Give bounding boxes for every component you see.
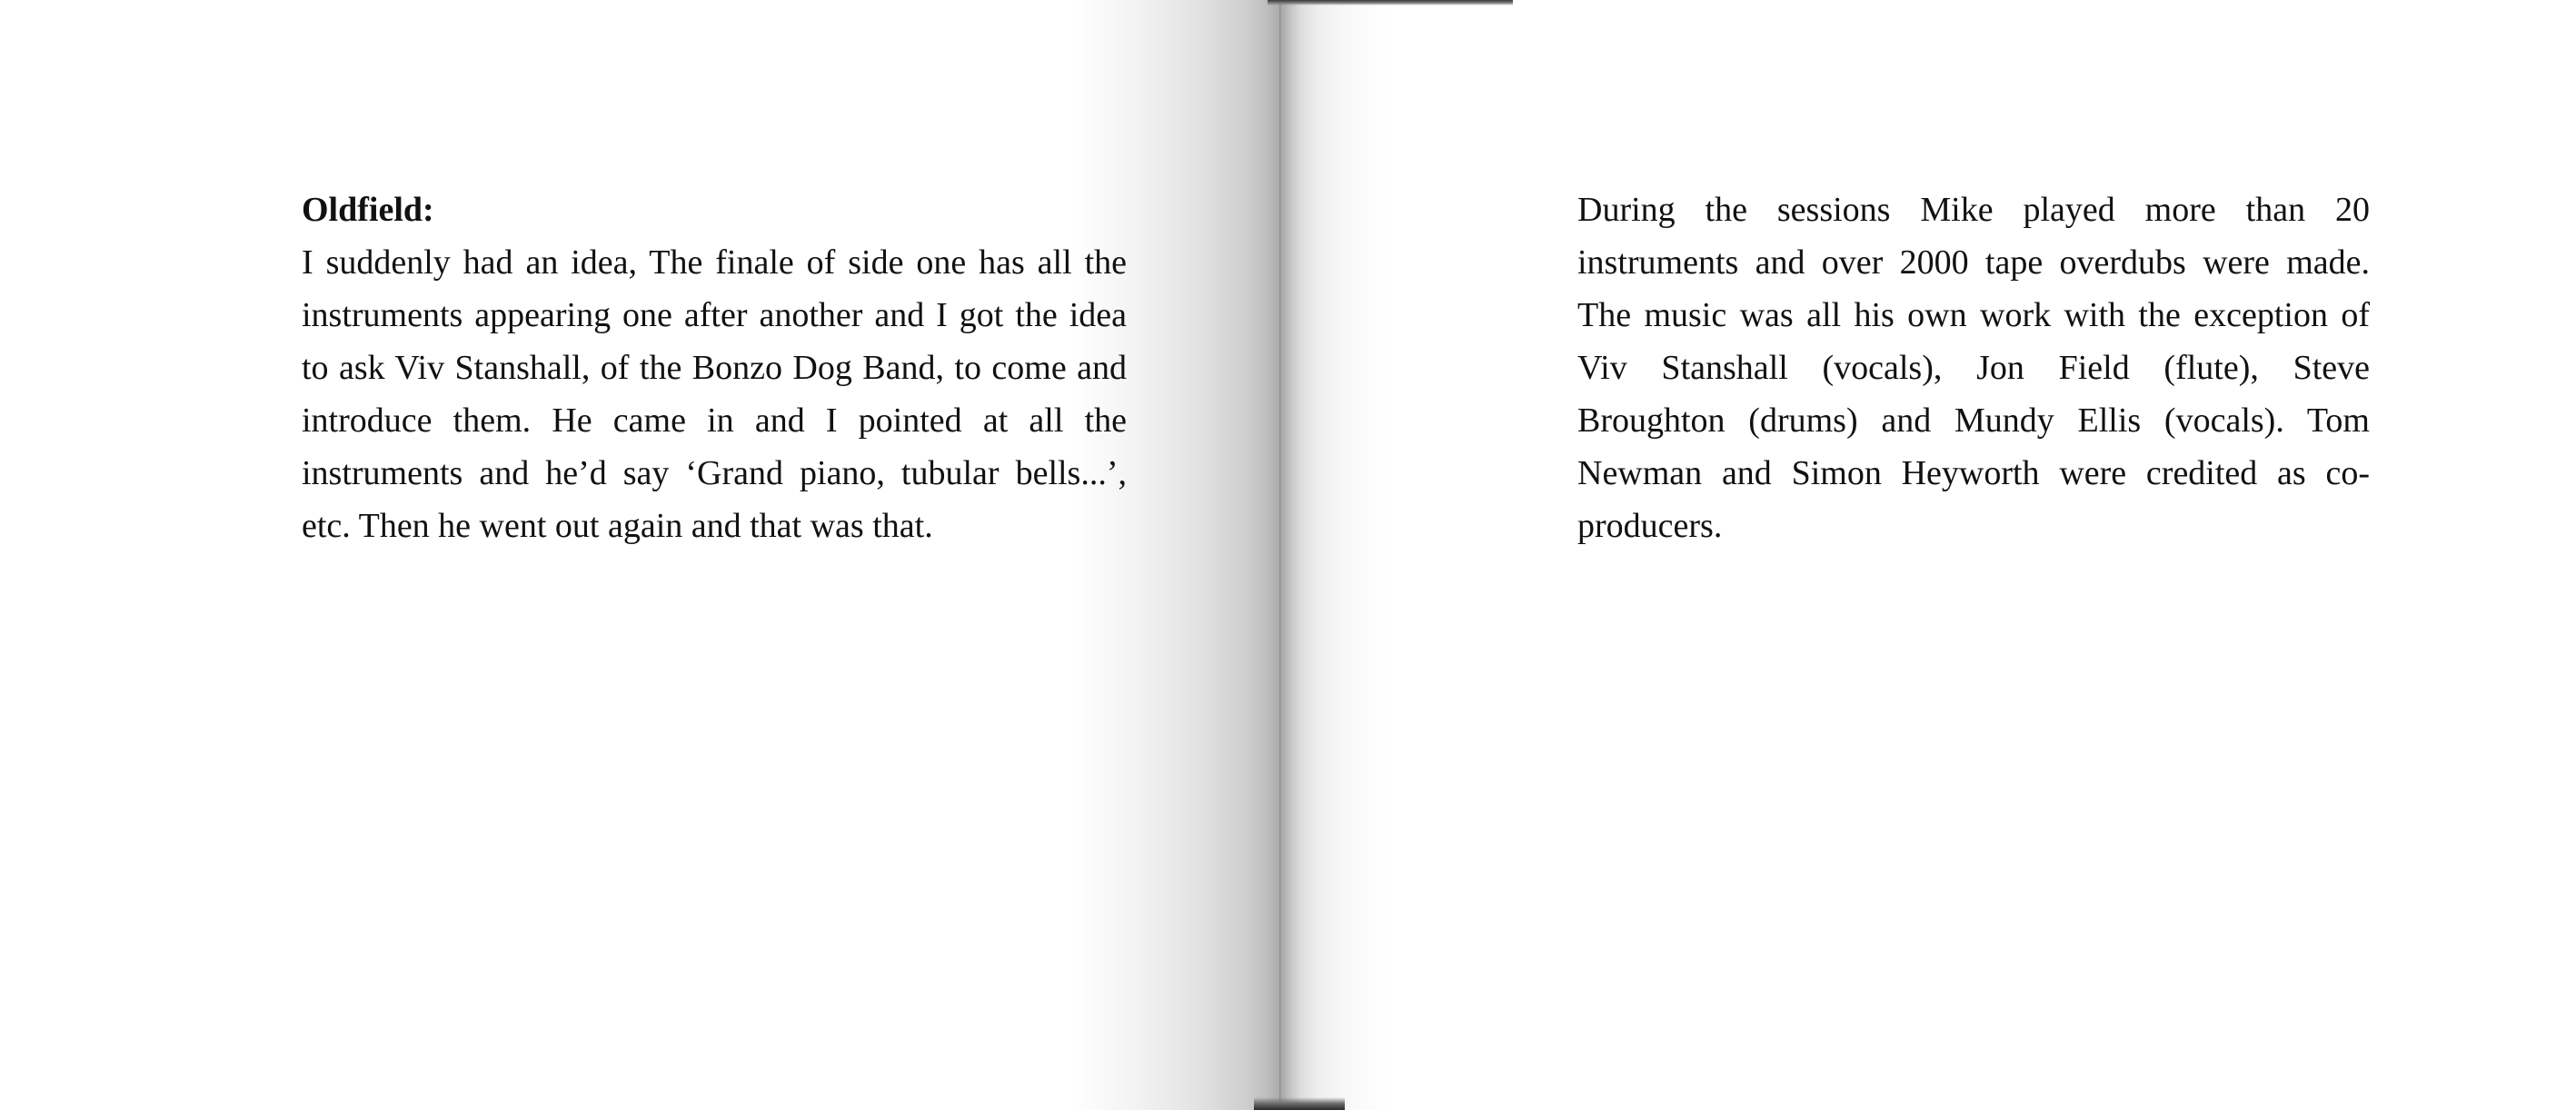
left-text-block — [302, 183, 1127, 552]
right-page — [1281, 0, 2576, 1110]
right-paragraph: During the sessions Mike played more than 20 instruments and over 2000 tape overdubs were made. The music was all his own work with the exception of Viv Stanshall (vocals), Jon Field (flute), Steve Broughton (drums) and Mundy Ellis (vocals). Tom Newman and Simon Heyworth were credited as co-producers. — [1577, 191, 2370, 545]
speaker-heading: Oldfield: — [302, 191, 434, 229]
book-gutter — [1279, 0, 1283, 1110]
top-binding-shadow — [1268, 0, 1513, 5]
right-text-block — [1577, 183, 2370, 552]
bottom-binding-shadow — [1254, 1097, 1345, 1110]
left-paragraph: I suddenly had an idea, The finale of side one has all the instruments appearing one after another and I got the idea to ask Viv Stanshall, of the Bonzo Dog Band, to come and introduce them. He came in and I pointed at all the instruments and he’d say ‘Grand piano, tubular bells...’, etc. Then he went out again and that was that. — [302, 243, 1127, 545]
left-page — [0, 0, 1281, 1110]
